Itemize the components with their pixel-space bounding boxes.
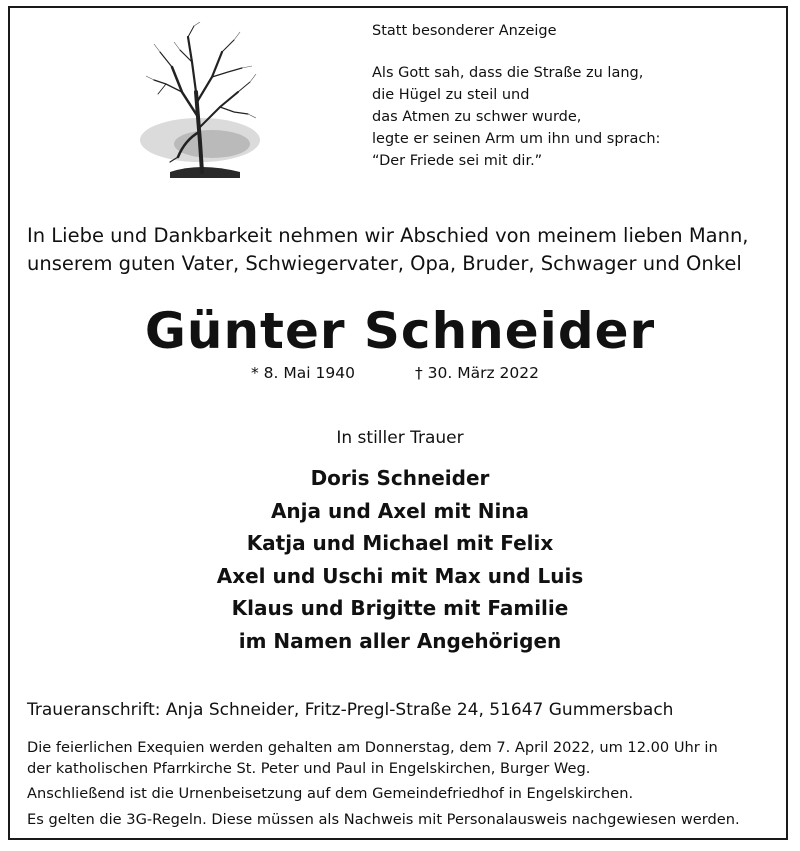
- mourning-address: Traueranschrift: Anja Schneider, Fritz-Pregl-Straße 24, 51647 Gummersbach: [27, 700, 674, 720]
- mourner-name: Katja und Michael mit Felix: [246, 531, 554, 555]
- poem: [372, 20, 660, 172]
- poem-line: das Atmen zu schwer wurde,: [372, 109, 582, 125]
- service-paragraph: [27, 738, 782, 779]
- intro-line: In Liebe und Dankbarkeit nehmen wir Abschied von meinem lieben Mann,: [27, 224, 749, 247]
- mourner-name: Axel und Uschi mit Max und Luis: [216, 563, 584, 588]
- mourner-name: Doris Schneider: [310, 466, 490, 490]
- burial-paragraph: Anschließend ist die Urnenbeisetzung auf dem Gemeindefriedhof in Engelskirchen.: [27, 785, 634, 802]
- service-line: der katholischen Pfarrkirche St. Peter und Paul in Engelskirchen, Burger Weg.: [27, 759, 591, 777]
- poem-line: die Hügel zu steil und: [372, 87, 530, 103]
- birth-date: * 8. Mai 1940: [251, 364, 355, 382]
- poem-line: Als Gott sah, dass die Straße zu lang,: [372, 65, 644, 81]
- mourner-name: Klaus und Brigitte mit Familie: [231, 596, 569, 620]
- mourners-heading: In stiller Trauer: [336, 428, 464, 448]
- bare-tree-icon: [130, 22, 260, 182]
- mourner-name: im Namen aller Angehörigen: [238, 628, 562, 653]
- poem-heading: Statt besonderer Anzeige: [372, 23, 557, 39]
- intro-line: unserem guten Vater, Schwiegervater, Opa, Bruder, Schwager und Onkel: [27, 252, 742, 275]
- mourners-list: [0, 462, 800, 657]
- service-info: [27, 738, 782, 835]
- poem-line: “Der Friede sei mit dir.”: [372, 153, 543, 169]
- service-line: Die feierlichen Exequien werden gehalten am Donnerstag, dem 7. April 2022, um 12.00 Uhr in: [27, 739, 718, 756]
- poem-line: legte er seinen Arm um ihn und sprach:: [372, 131, 661, 147]
- death-date: † 30. März 2022: [415, 364, 540, 382]
- deceased-name: Günter Schneider: [144, 302, 656, 360]
- intro-text: [27, 222, 787, 278]
- mourner-name: Anja und Axel mit Nina: [270, 498, 530, 523]
- rules-paragraph: Es gelten die 3G-Regeln. Diese müssen als Nachweis mit Personalausweis nachgewiesen werden.: [27, 810, 740, 828]
